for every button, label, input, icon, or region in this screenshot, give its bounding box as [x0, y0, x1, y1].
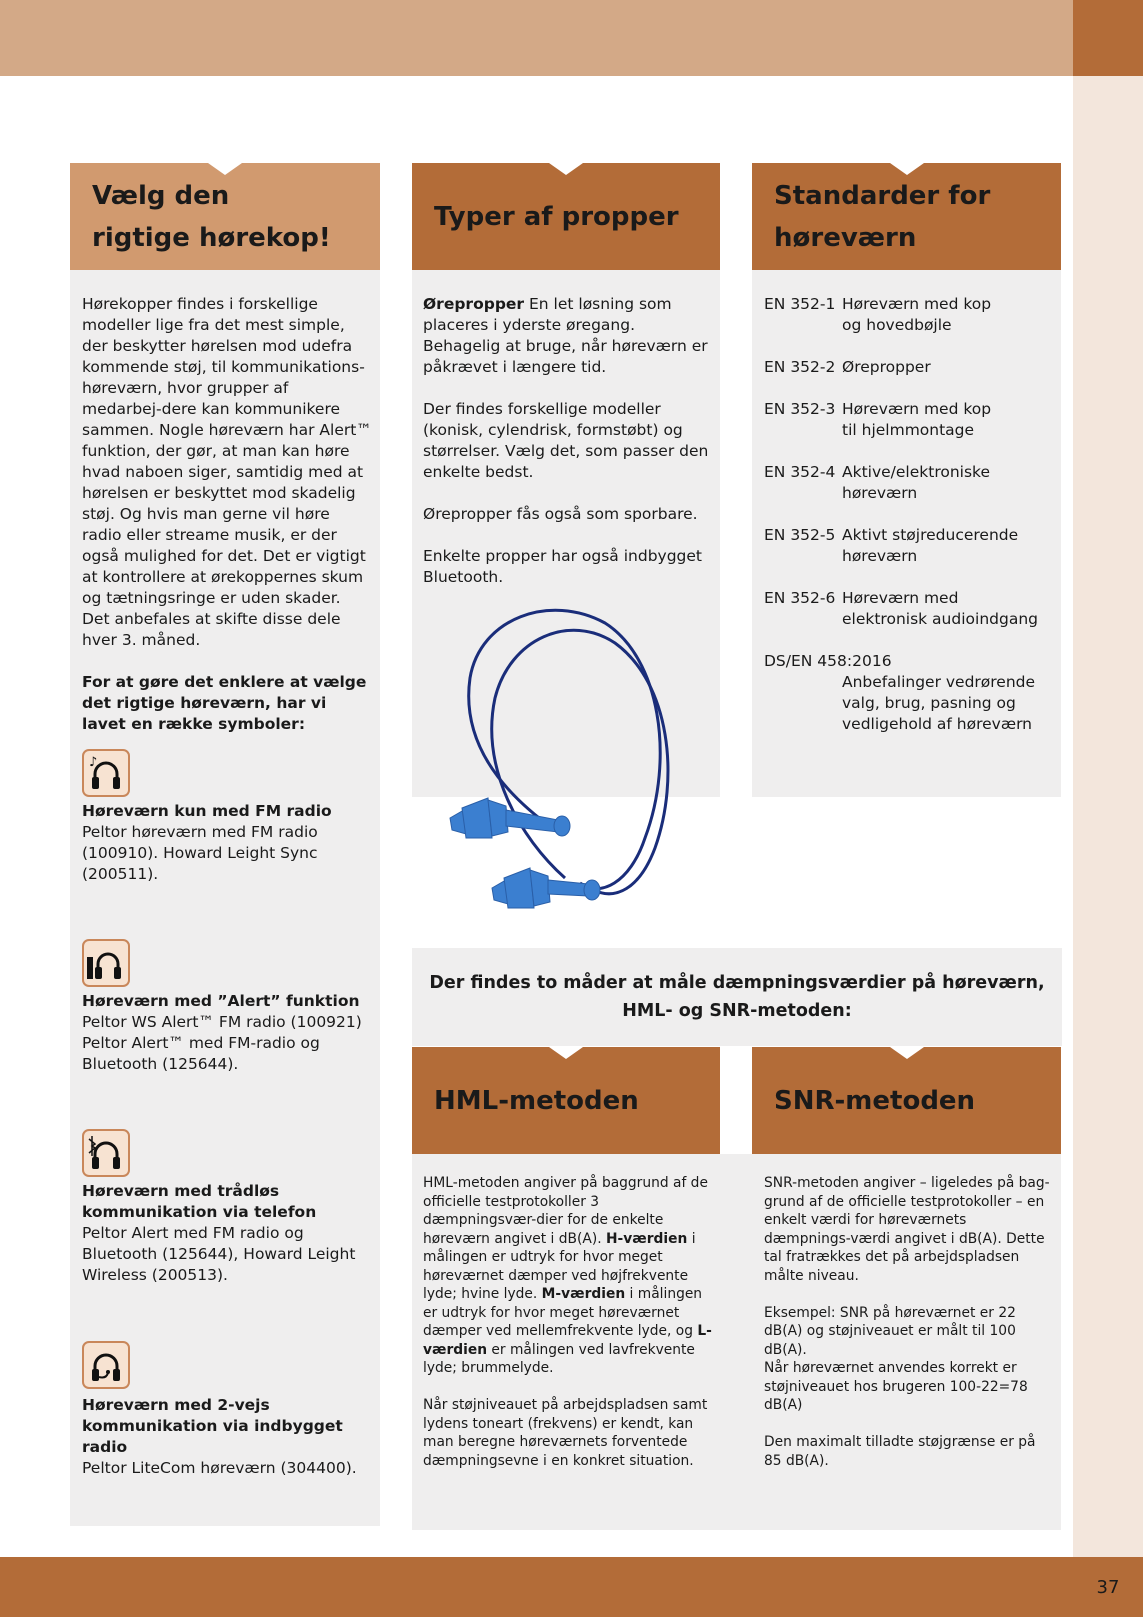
standard-row	[764, 525, 1056, 567]
hml-p2: Når støjniveauet på arbejdspladsen samt lydens toneart (frekvens) er kendt, kan man beregne høreværnets forventede dæmpningsevne i en konkret situation.	[423, 1397, 708, 1469]
headphones-bluetooth-icon	[82, 1129, 130, 1177]
col2-p4: Enkelte propper har også indbygget Bluetooth.	[423, 547, 703, 586]
hml-h-value: H-værdien	[605, 1230, 688, 1247]
top-corner-block	[1073, 0, 1143, 76]
symbol-title-twoway: Høreværn med 2-vejs kommunikation via indbygget radio	[82, 1396, 343, 1456]
col1-intro-block	[82, 294, 372, 756]
hml-m-value: M-værdien	[541, 1286, 626, 1302]
col3-standards-list	[764, 294, 1056, 735]
ds-standard-desc: Anbefalinger vedrørende valg, brug, pasning og vedligehold af høreværn	[842, 673, 1036, 733]
col3-header	[752, 163, 1061, 270]
col1-intro: Hørekopper findes i forskellige modeller lige fra det mest simple, der beskytter hørelsen mod udefra kommende støj, til kommunikations-høreværn, hvor grupper af medarbej-dere kan kommunikere sammen. Nogle høreværn har Alert™ funktion, der gør, at man kan høre hvad naboen siger, samtidig med at hørelsen er beskyttet mod skadelig støj. Og hvis man gerne vil høre radio eller streame musik, er der også mulighed for det. Det er vigtigt at kontrollere at ørekoppernes skum og tætningsringe er uden skader. Det anbefales at skifte disse dele hver 3. måned.	[82, 295, 372, 649]
earplug-image	[440, 598, 720, 928]
page-number: 37	[1096, 1576, 1120, 1598]
snr-p2b: Når høreværnet anvendes korrekt er støjniveauet hos brugeren 100-22=78 dB(A)	[764, 1360, 1028, 1413]
measurement-banner	[412, 948, 1062, 1046]
standard-desc: Aktive/elektroniske høreværn	[842, 463, 991, 502]
standard-desc: Ørepropper	[842, 358, 931, 376]
col1-title-line2: rigtige hørekop!	[92, 222, 331, 253]
banner-line2: HML- og SNR-metoden:	[622, 1001, 852, 1021]
symbol-block-fm	[82, 801, 382, 885]
standard-row	[764, 294, 1056, 336]
standard-desc: Aktivt støjreducerende høreværn	[842, 526, 1019, 565]
standard-code: EN 352-1	[764, 295, 836, 313]
hml-title: HML-metoden	[434, 1085, 639, 1116]
svg-text:♪: ♪	[89, 755, 98, 770]
snr-p1: SNR-metoden angiver – ligeledes på bag-grund af de officielle testprotokoller – en enkelt værdi for høreværnets dæmpnings-værdi angivet i dB(A). Dette tal fratrækkes det på arbejdspladsen målte niveau.	[764, 1175, 1050, 1284]
banner-line1: Der findes to måder at måle dæmpningsværdier på høreværn,	[429, 973, 1045, 993]
hml-t2: i målingen er udtryk for hvor meget høreværnet dæmper ved højfrekvente lyde; hvine lyde.	[423, 1230, 696, 1302]
col2-text-block	[423, 294, 713, 609]
bottom-color-bar	[0, 1557, 1143, 1617]
hml-header	[412, 1047, 720, 1154]
standard-row	[764, 357, 1056, 378]
snr-header	[752, 1047, 1061, 1154]
symbol-title-bluetooth: Høreværn med trådløs kommunikation via telefon	[82, 1182, 317, 1221]
symbol-block-twoway	[82, 1395, 382, 1479]
snr-p3: Den maximalt tilladte støjgrænse er på 85 dB(A).	[764, 1434, 1036, 1469]
symbol-text-alert: Peltor WS Alert™ FM radio (100921) Peltor Alert™ med FM-radio og Bluetooth (125644).	[82, 1013, 362, 1073]
snr-text-block	[764, 1174, 1056, 1489]
standard-code: EN 352-5	[764, 526, 836, 544]
col3-title-line2: høreværn	[774, 222, 917, 253]
snr-p2a: Eksempel: SNR på høreværnet er 22 dB(A) og støjniveauet er målt til 100 dB(A).	[764, 1304, 1016, 1358]
standard-row	[764, 462, 1056, 504]
col2-header	[412, 163, 720, 270]
col1-lead-bold: For at gøre det enklere at vælge det rigtige høreværn, har vi lavet en række symboler:	[82, 673, 367, 733]
col3-title-line1: Standarder for	[774, 180, 991, 211]
col2-p1-rest: En let løsning som placeres i yderste øregang. Behagelig at bruge, når høreværn er påkrævet i længere tid.	[423, 295, 708, 376]
symbol-text-twoway: Peltor LiteCom høreværn (304400).	[82, 1459, 357, 1477]
symbol-title-fm: Høreværn kun med FM radio	[82, 802, 332, 820]
standard-desc: Høreværn med elektronisk audioindgang	[842, 589, 1038, 628]
symbol-title-alert: Høreværn med ”Alert” funktion	[82, 992, 360, 1010]
ds-standard-code: DS/EN 458:2016	[764, 652, 892, 670]
standard-code: EN 352-6	[764, 589, 836, 607]
hml-l-value: L-værdien	[423, 1323, 712, 1358]
standard-code: EN 352-2	[764, 358, 836, 376]
standard-row	[764, 399, 1056, 441]
symbol-block-bluetooth	[82, 1181, 382, 1286]
col2-p3: Ørepropper fås også som sporbare.	[423, 505, 698, 523]
standard-desc: Høreværn med kop til hjelmmontage	[842, 400, 992, 439]
col2-p2: Der findes forskellige modeller (konisk, cylendrisk, formstøbt) og størrelser. Vælg det, som passer den enkelte bedst.	[423, 400, 709, 481]
snr-title: SNR-metoden	[774, 1085, 976, 1116]
standard-code: EN 352-4	[764, 463, 836, 481]
standard-code: EN 352-3	[764, 400, 836, 418]
headphones-alert-icon	[82, 939, 130, 987]
symbol-text-fm: Peltor høreværn med FM radio (100910). Howard Leight Sync (200511).	[82, 823, 318, 883]
col1-title-line1: Vælg den	[92, 180, 230, 211]
hml-t3: i målingen er udtryk for hvor meget høreværnet dæmper ved mellemfrekvente lyde, og	[423, 1286, 703, 1339]
hml-t1: HML-metoden angiver på baggrund af de officielle testprotokoller 3 dæmpningsvær-dier for de enkelte høreværn angivet i dB(A).	[423, 1175, 708, 1247]
hml-text-block	[423, 1174, 715, 1489]
col2-title: Typer af propper	[434, 201, 679, 232]
lower-panel-bridge	[720, 1154, 752, 1530]
right-margin-strip	[1073, 76, 1143, 1557]
col2-p1-bold: Ørepropper	[423, 295, 525, 313]
top-color-bar	[0, 0, 1073, 76]
col1-header	[70, 163, 380, 270]
symbol-block-alert	[82, 991, 382, 1075]
headphones-twoway-icon	[82, 1341, 130, 1389]
hml-t4: er målingen ved lavfrekvente lyde; brummelyde.	[423, 1341, 695, 1376]
symbol-text-bluetooth: Peltor Alert med FM radio og Bluetooth (125644), Howard Leight Wireless (200513).	[82, 1224, 356, 1284]
standard-desc: Høreværn med kop og hovedbøjle	[842, 295, 992, 334]
headphones-music-icon	[82, 749, 130, 797]
standard-row	[764, 588, 1056, 630]
